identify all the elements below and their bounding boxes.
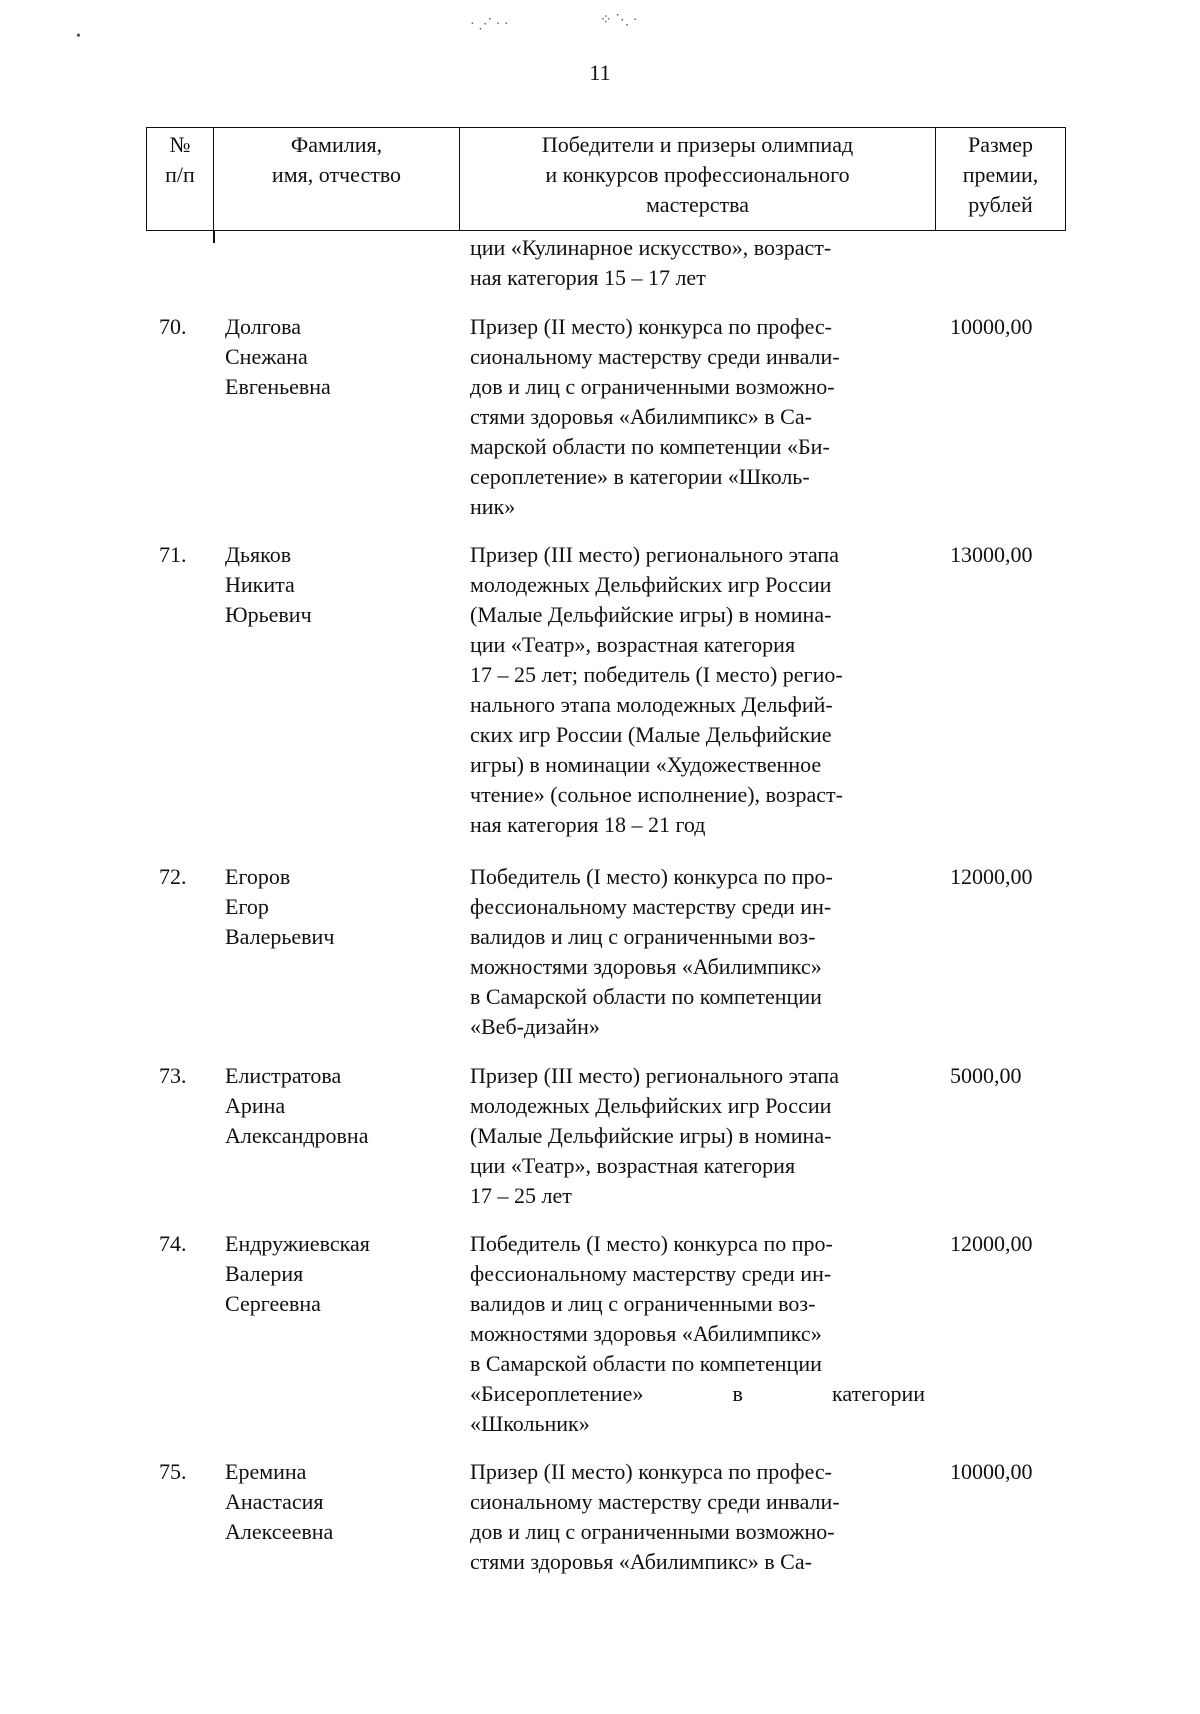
prize-amount: 13000,00 bbox=[950, 542, 1033, 567]
achievement-description: Победитель (I место) конкурса по про- фессиональному мастерству среди ин- валидов и лиц с ограниченными воз- можностями здоровья «Абилимпикс» в Самарской области по компетенции «Веб-дизайн» bbox=[470, 864, 833, 1039]
scan-artifact: • bbox=[76, 29, 81, 44]
achievement-description: Призер (II место) конкурса по профес- сиональному мастерству среди инвали- дов и лиц с ограниченными возможно- стями здоровья «Абилимпикс» в Са- марской области по компетенции «Би- сероплетение» в категории «Школь- ник» bbox=[470, 314, 840, 519]
person-name: Елистратова Арина Александровна bbox=[225, 1063, 369, 1148]
header-col-prize: Размер премии, рублей bbox=[962, 132, 1039, 217]
row-number: 70. bbox=[159, 314, 187, 339]
scan-artifact: ⁘ ⋱ · bbox=[600, 13, 638, 28]
achievement-description: Победитель (I место) конкурса по про- фессиональному мастерству среди ин- валидов и лиц с ограниченными воз- можностями здоровья «Абилимпикс» в Самарской области по компетенции «Бисероплетение» в категории «Школьник» bbox=[470, 1231, 925, 1436]
person-name: Ендружиевская Валерия Сергеевна bbox=[225, 1231, 370, 1316]
person-name: Егоров Егор Валерьевич bbox=[225, 864, 335, 949]
header-col-description: Победители и призеры олимпиад и конкурсов профессионального мастерства bbox=[460, 128, 936, 230]
prize-amount: 5000,00 bbox=[950, 1063, 1022, 1088]
row-number: 73. bbox=[159, 1063, 187, 1088]
achievement-description: Призер (III место) регионального этапа молодежных Дельфийских игр России (Малые Дельфийские игры) в номина- ции «Театр», возрастная категория 17 – 25 лет; победитель (I место) регио- нального этапа молодежных Дельфий- ских игр России (Малые Дельфийские игры) в номинации «Художественное чтение» (сольное исполнение), возраст- ная категория 18 – 21 год bbox=[470, 542, 843, 837]
column-divider bbox=[213, 230, 215, 243]
prize-amount: 10000,00 bbox=[950, 314, 1033, 339]
row-number: 72. bbox=[159, 864, 187, 889]
person-name: Долгова Снежана Евгеньевна bbox=[225, 314, 331, 399]
header-col-name: Фамилия, имя, отчество bbox=[214, 128, 460, 230]
achievement-description: Призер (II место) конкурса по профес- сиональному мастерству среди инвали- дов и лиц с ограниченными возможно- стями здоровья «Абилимпикс» в Са- bbox=[470, 1459, 840, 1574]
prize-amount: 12000,00 bbox=[950, 1231, 1033, 1256]
row-number: 74. bbox=[159, 1231, 187, 1256]
header-col-number: № п/п bbox=[147, 128, 214, 230]
person-name: Дьяков Никита Юрьевич bbox=[225, 542, 312, 627]
achievement-description: Призер (III место) регионального этапа молодежных Дельфийских игр России (Малые Дельфийские игры) в номина- ции «Театр», возрастная категория 17 – 25 лет bbox=[470, 1063, 839, 1208]
table-header bbox=[146, 127, 1066, 231]
row-number: 75. bbox=[159, 1459, 187, 1484]
prize-amount: 10000,00 bbox=[950, 1459, 1033, 1484]
continuation-text: ции «Кулинарное искусство», возраст- ная категория 15 – 17 лет bbox=[470, 235, 832, 290]
prize-amount: 12000,00 bbox=[950, 864, 1033, 889]
row-number: 71. bbox=[159, 542, 187, 567]
person-name: Еремина Анастасия Алексеевна bbox=[225, 1459, 334, 1544]
scan-artifact: · ⋰ · · bbox=[470, 17, 509, 32]
page-number: 11 bbox=[589, 60, 611, 85]
